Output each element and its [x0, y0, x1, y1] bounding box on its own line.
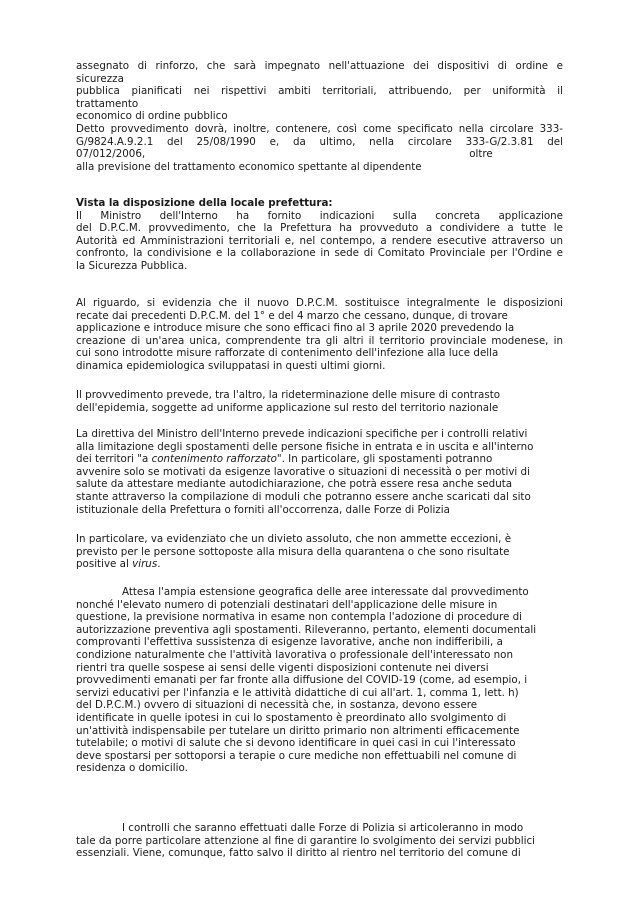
paragraph-dpcm	[76, 297, 563, 373]
text-line: applicazione e introduce misure che sono efficaci fino al 3 aprile 2020 prevedendo la	[76, 322, 515, 335]
text-line: un'attività indispensabile per tutelare un diritto primario non altrimenti efficacemente	[76, 724, 520, 737]
text-line: Autorità ed Amministrazioni territoriali e, nel contempo, a rendere esecutive attraverso un	[76, 234, 563, 247]
paragraph-prefettura	[76, 197, 563, 273]
text-line: recate dai precedenti D.P.C.M. del 1° e del 4 marzo che cessano, dunque, di trovare	[76, 309, 508, 322]
text-line: Detto provvedimento dovrà, inoltre, contenere, così come specificato nella circolare 333-	[76, 122, 563, 135]
text-line: G/9824.A.9.2.1 del 25/08/1990 e, da ultimo, nella circolare 333-G/2.3.81 del	[76, 135, 563, 148]
text-line: essenziali. Viene, comunque, fatto salvo il diritto al rientro nel territorio del comune di	[76, 847, 521, 860]
text-line: questione, la previsione normativa in esame non contempla l'adozione di procedure di	[76, 611, 523, 624]
text-line: dei territori "a contenimento rafforzato". In particolare, gli spostamenti potranno	[76, 453, 493, 466]
text-line: residenza o domicilio.	[76, 762, 188, 775]
text-line: autorizzazione preventiva agli spostamenti. Rileveranno, pertanto, elementi documentali	[76, 623, 537, 636]
text-line: comprovanti l'effettiva sussistenza di esigenze lavorative, anche non indifferibili, a	[76, 636, 503, 649]
text-line: alla previsione del trattamento economico spettante al dipendente	[76, 160, 422, 173]
text-line: dinamica epidemiologica sviluppatasi in questi ultimi giorni.	[76, 359, 386, 372]
text-line: cui sono introdotte misure rafforzate di contenimento dell'infezione alla luce della	[76, 347, 499, 360]
text-line: Al riguardo, si evidenzia che il nuovo D.P.C.M. sostituisce integralmente le disposizioni	[76, 297, 563, 309]
text-line: sicurezza	[76, 72, 124, 85]
text-line: creazione di un'area unica, comprendente tra gli altri il territorio provinciale modenese, in	[76, 334, 563, 347]
paragraph-quarantena	[76, 533, 563, 571]
paragraph-estensione	[76, 586, 563, 775]
text-line: tale da porre particolare attenzione al fine di garantire lo svolgimento dei servizi pubblici	[76, 834, 536, 847]
text-line: confronto, la condivisione e la collaborazione in sede di Comitato Provinciale per l'Ordine e	[76, 247, 563, 260]
text-line: trattamento	[76, 97, 139, 110]
text-line: deve spostarsi per sottoporsi a terapie o cure mediche non effettuabili nel comune di	[76, 749, 517, 762]
text-line: tutelabile; o motivi di salute che si devono identificare in quei casi in cui l'interessato	[76, 737, 516, 750]
paragraph-provvedimento	[76, 389, 563, 414]
paragraph-controlli	[76, 822, 563, 860]
text-line: stante attraverso la compilazione di moduli che potranno essere anche scaricati dal sito	[76, 490, 531, 503]
text-line: alla limitazione degli spostamenti delle persone fisiche in entrata e in uscita e all'interno	[76, 440, 534, 453]
text-line: salute da attestare mediante autodichiarazione, che potrà essere resa anche seduta	[76, 478, 513, 491]
text-line: rientri tra quelle sospese ai sensi delle vigenti disposizioni contenute nei diversi	[76, 661, 489, 674]
text-line: servizi educativi per l'infanzia e le attività didattiche di cui all'art. 1, comma 1, lett. h)	[76, 686, 519, 699]
section-heading: Vista la disposizione della locale prefettura:	[76, 197, 333, 209]
text-line: Il Ministro dell'Interno ha fornito indicazioni sulla concreta applicazione	[76, 209, 563, 222]
paragraph-ordine-pubblico	[76, 60, 563, 173]
text-line: 07/012/2006, oltre	[76, 148, 493, 161]
text-line: la Sicurezza Pubblica.	[76, 259, 188, 272]
text-line: pubblica pianificati nei rispettivi ambiti territoriali, attribuendo, per uniformità il	[76, 85, 563, 98]
italic-term: virus	[132, 558, 158, 571]
text-line: Il provvedimento prevede, tra l'altro, la rideterminazione delle misure di contrasto	[76, 389, 501, 401]
text-line: Attesa l'ampia estensione geografica delle aree interessate dal provvedimento	[122, 586, 529, 598]
italic-term: contenimento rafforzato	[151, 453, 277, 466]
text-line: assegnato di rinforzo, che sarà impegnato nell'attuazione dei dispositivi di ordine e	[76, 60, 563, 72]
text-line: identificate in quelle ipotesi in cui lo spostamento è preordinato allo svolgimento di	[76, 711, 507, 724]
text-line: economico di ordine pubblico	[76, 110, 228, 123]
text-line: condizione naturalmente che l'attività lavorativa o professionale dell'interessato non	[76, 648, 514, 661]
text-line: del D.P.C.M. provvedimento, che la Prefettura ha provveduto a condividere a tutte le	[76, 222, 563, 235]
text-line: istituzionale della Prefettura o forniti all'occorrenza, dalle Forze di Polizia	[76, 503, 450, 516]
text-line: avvenire solo se motivati da esigenze lavorative o situazioni di necessità o per motivi di	[76, 465, 530, 478]
text-line: previsto per le persone sottoposte alla misura della quarantena o che sono risultate	[76, 545, 510, 558]
text-line: nonché l'elevato numero di potenziali destinatari dell'applicazione delle misure in	[76, 598, 498, 611]
text-line: La direttiva del Ministro dell'Interno prevede indicazioni specifiche per i controlli relativi	[76, 428, 528, 440]
text-line: I controlli che saranno effettuati dalle Forze di Polizia si articoleranno in modo	[122, 822, 524, 834]
paragraph-direttiva	[76, 428, 563, 516]
text-line: positive al virus.	[76, 558, 161, 571]
text-line: del D.P.C.M.) ovvero di situazioni di necessità che, in sostanza, devono essere	[76, 699, 478, 712]
text-line: In particolare, va evidenziato che un divieto assoluto, che non ammette eccezioni, è	[76, 533, 512, 545]
text-line: dell'epidemia, soggette ad uniforme applicazione sul resto del territorio nazionale	[76, 401, 499, 414]
text-line: provvedimenti emanati per far fronte alla diffusione del COVID-19 (come, ad esempio, i	[76, 674, 528, 687]
